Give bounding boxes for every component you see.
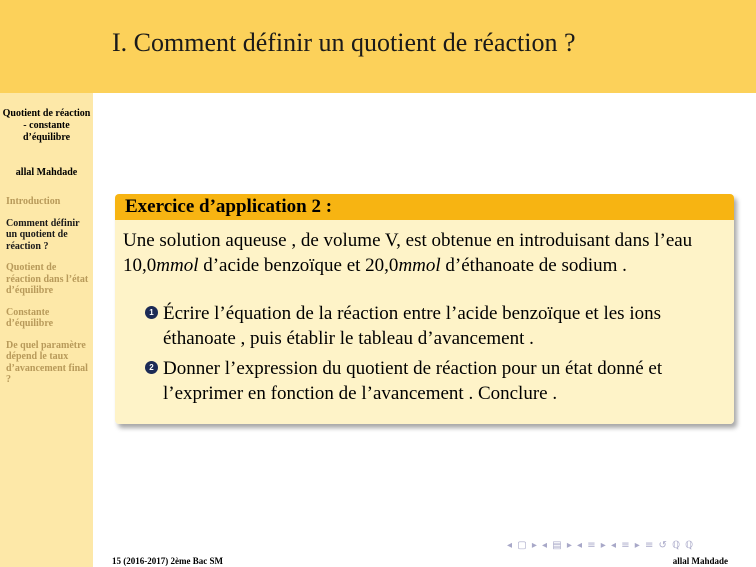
sidebar-item-introduction[interactable]: Introduction bbox=[6, 196, 61, 207]
sidebar-presentation-title: Quotient de réaction - constante d’équilibre bbox=[2, 108, 91, 143]
beamer-navigation-icons[interactable]: ◂ ▢ ▸ ◂ ▤ ▸ ◂ ≡ ▸ ◂ ≡ ▸ ≡ ↺ ℚ ℚ bbox=[507, 540, 694, 551]
sidebar-item-equilibrium-constant[interactable]: Constante d’équilibre bbox=[6, 306, 54, 329]
exercise-block-title: Exercice d’application 2 : bbox=[115, 194, 734, 220]
frame-title: I. Comment définir un quotient de réaction ? bbox=[112, 28, 576, 57]
exercise-statement: Une solution aqueuse , de volume V, est obtenue en introduisant dans l’eau 10,0mmol d’acide benzoïque et 20,0mmol d’éthanoate de sodium . bbox=[123, 230, 693, 276]
list-item bbox=[123, 356, 722, 406]
header-corner bbox=[0, 0, 93, 93]
question-list bbox=[123, 301, 722, 406]
footer-author: allal Mahdade bbox=[672, 556, 728, 566]
sidebar-author: allal Mahdade bbox=[15, 167, 78, 178]
question-text: Écrire l’équation de la réaction entre l’acide benzoïque et les ions éthanoate , puis établir le tableau d’avancement . bbox=[163, 303, 661, 349]
question-text: Donner l’expression du quotient de réaction pour un état donné et l’exprimer en fonction de l’avancement . Conclure . bbox=[163, 358, 663, 404]
list-item bbox=[123, 301, 722, 351]
number-bullet-icon: 2 bbox=[145, 361, 158, 374]
sidebar-item-quotient-equilibrium[interactable]: Quotient de réaction dans l’état d’équilibre bbox=[6, 262, 89, 296]
sidebar-navigation bbox=[6, 196, 92, 396]
number-bullet-icon: 1 bbox=[145, 306, 158, 319]
exercise-block bbox=[115, 194, 734, 424]
exercise-block-body bbox=[115, 220, 734, 424]
sidebar-item-quotient-definition[interactable]: Comment définir un quotient de réaction ? bbox=[6, 217, 80, 252]
footer-slide-info: 15 (2016-2017) 2ème Bac SM bbox=[112, 556, 223, 566]
sidebar-item-final-advancement[interactable]: De quel paramètre dépend le taux d’avancement final ? bbox=[6, 339, 88, 385]
